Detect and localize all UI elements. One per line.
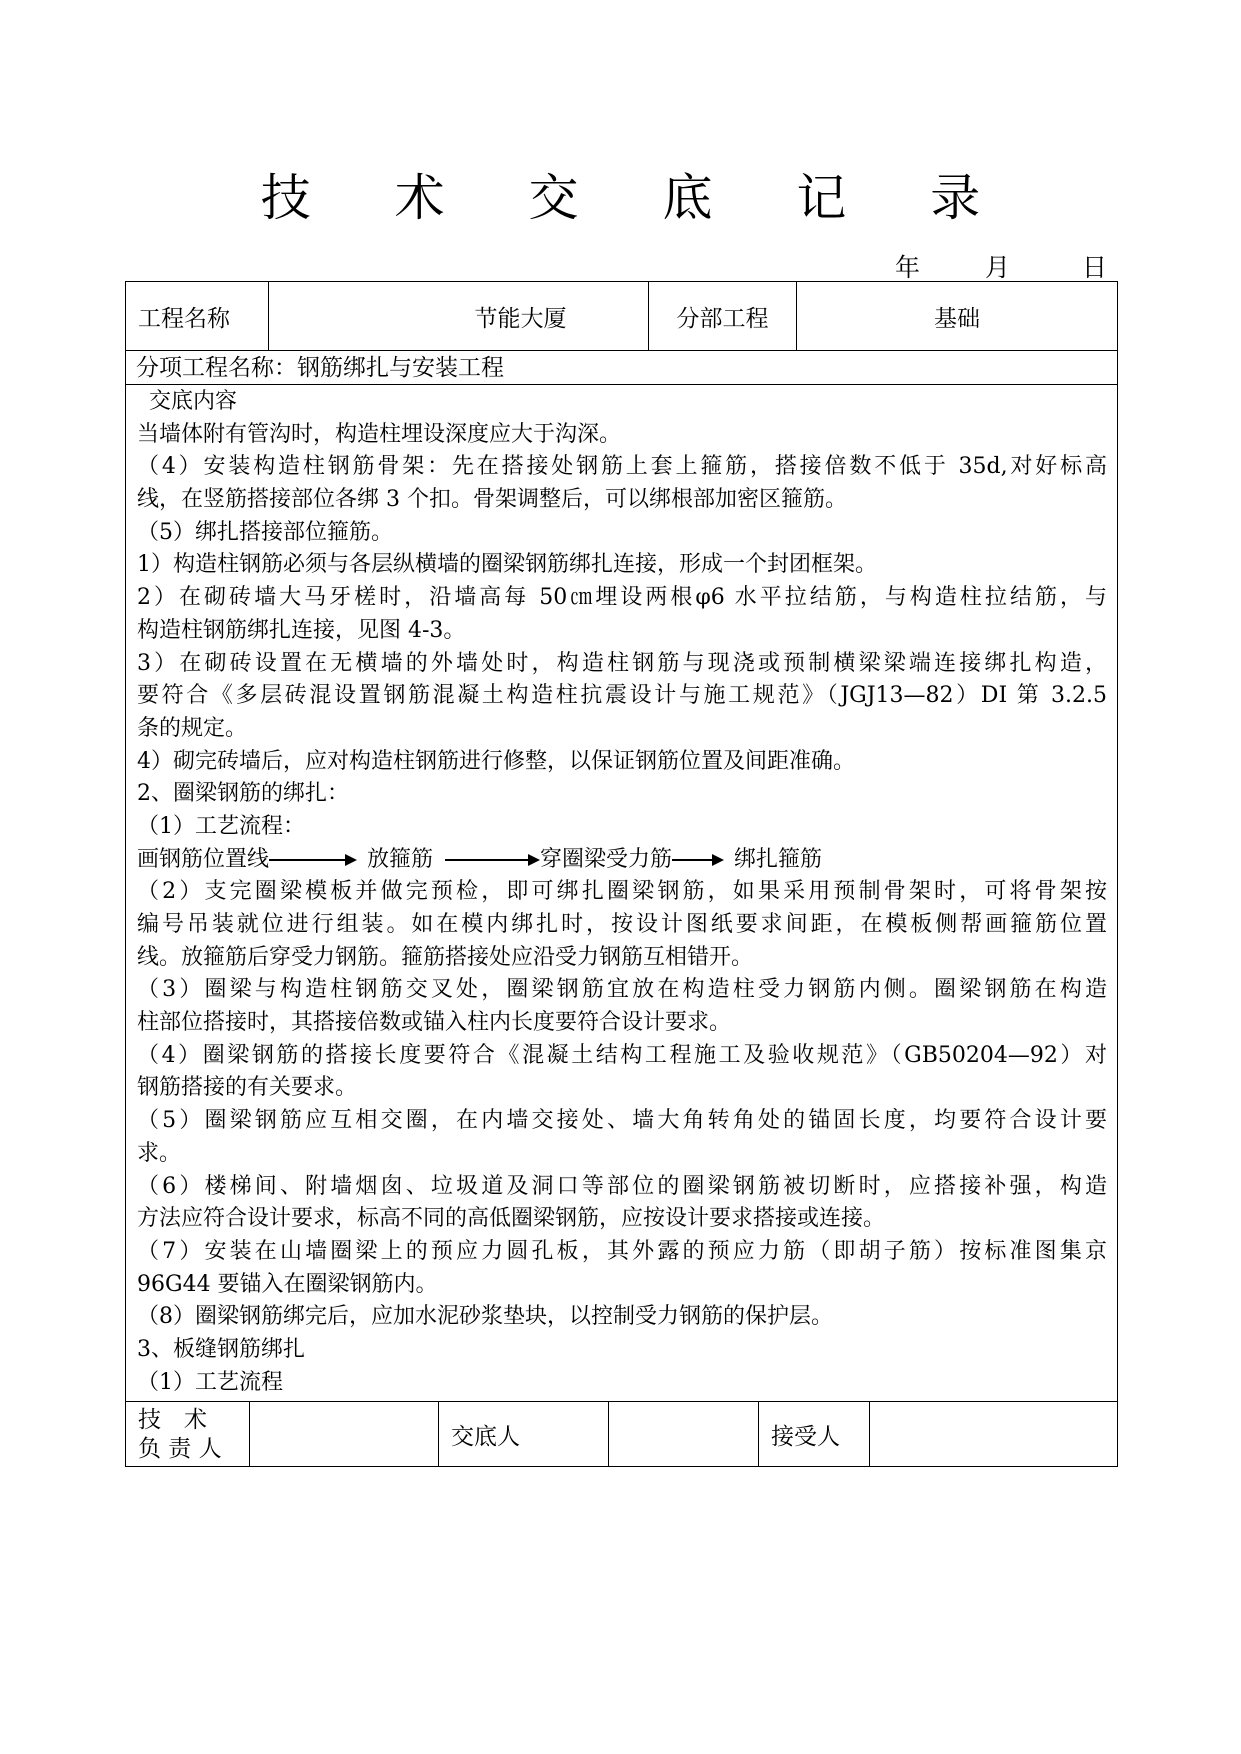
content-line: 96G44 要锚入在圈梁钢筋内。 — [137, 1271, 438, 1297]
content-line: 钢筋搭接的有关要求。 — [137, 1075, 358, 1101]
content-line: 线。放箍筋后穿受力钢筋。箍筋搭接处应沿受力钢筋互相错开。 — [137, 944, 754, 970]
handover-content — [137, 386, 1107, 1399]
content-line: （1）工艺流程： — [137, 813, 305, 839]
flow-step: 画钢筋位置线 — [137, 846, 270, 872]
content-line: 方法应符合设计要求，标高不同的高低圈梁钢筋，应按设计要求搭接或连接。 — [137, 1206, 886, 1232]
flow-step: 绑扎箍筋 — [734, 846, 823, 872]
division-label: 分部工程 — [676, 305, 769, 332]
divider — [249, 1402, 250, 1467]
project-name-label: 工程名称 — [138, 305, 230, 332]
division-value: 基础 — [934, 305, 980, 332]
content-line: 3）在砌砖设置在无横墙的外墙处时，构造柱钢筋与现浇或预制横梁梁端连接绑扎构造， — [137, 650, 1107, 676]
divider — [869, 1402, 870, 1467]
record-table — [125, 281, 1118, 1467]
handover-label: 交底人 — [451, 1424, 520, 1450]
arrow-right-icon — [445, 853, 540, 867]
flow-step: 放箍筋 — [367, 846, 434, 872]
content-line: 线，在竖筋搭接部位各绑 3 个扣。骨架调整后，可以绑根部加密区箍筋。 — [137, 487, 847, 513]
content-line: 要符合《多层砖混设置钢筋混凝土构造柱抗震设计与施工规范》（JGJ13—82）DI 第 3.2.5 — [137, 683, 1107, 709]
page-title: 技 术 交 底 记 录 — [260, 169, 1015, 227]
content-line: 4）砌完砖墙后，应对构造柱钢筋进行修整，以保证钢筋位置及间距准确。 — [137, 748, 855, 774]
content-heading: 交底内容 — [149, 389, 238, 414]
divider — [608, 1402, 609, 1467]
date-month: 月 — [985, 253, 1011, 282]
content-line: 构造柱钢筋绑扎连接，见图 4-3。 — [137, 617, 466, 643]
content-line: （4）安装构造柱钢筋骨架：先在搭接处钢筋上套上箍筋，搭接倍数不低于 35d,对好标高 — [137, 454, 1107, 480]
content-line: （5）圈梁钢筋应互相交圈，在内墙交接处、墙大角转角处的锚固长度，均要符合设计要 — [137, 1108, 1107, 1134]
content-line: （3）圈梁与构造柱钢筋交叉处，圈梁钢筋宜放在构造柱受力钢筋内侧。圈梁钢筋在构造 — [137, 977, 1107, 1003]
divider — [438, 1402, 439, 1467]
project-info-row — [126, 282, 1117, 351]
date-day: 日 — [1082, 253, 1108, 282]
content-line: （8）圈梁钢筋绑完后，应加水泥砂浆垫块，以控制受力钢筋的保护层。 — [137, 1304, 833, 1330]
content-line: 柱部位搭接时，其搭接倍数或锚入柱内长度要符合设计要求。 — [137, 1010, 732, 1036]
content-line: 2）在砌砖墙大马牙槎时，沿墙高每 50㎝埋设两根φ6 水平拉结筋，与构造柱拉结筋，与 — [137, 585, 1107, 611]
divider — [758, 1402, 759, 1467]
content-line: 编号吊装就位进行组装。如在模内绑扎时，按设计图纸要求间距，在模板侧帮画箍筋位置 — [137, 912, 1107, 937]
arrow-right-icon — [269, 853, 357, 867]
subitem-name: 分项工程名称：钢筋绑扎与安装工程 — [126, 351, 1117, 385]
date-year: 年 — [895, 253, 921, 282]
content-line: （5）绑扎搭接部位箍筋。 — [137, 519, 393, 545]
date-line — [895, 248, 1110, 282]
content-line: （2）支完圈梁模板并做完预检，即可绑扎圈梁钢筋，如果采用预制骨架时，可将骨架按 — [137, 879, 1107, 905]
content-line: 求。 — [137, 1140, 182, 1166]
content-line: 条的规定。 — [137, 715, 248, 741]
content-line: 1）构造柱钢筋必须与各层纵横墙的圈梁钢筋绑扎连接，形成一个封团框架。 — [137, 552, 877, 578]
tech-lead-label — [138, 1406, 222, 1464]
process-flow — [137, 844, 1107, 877]
project-name-value: 节能大厦 — [474, 305, 567, 332]
signature-row — [126, 1401, 1117, 1467]
tech-lead-label-line: 负 责 人 — [138, 1436, 222, 1462]
content-line: （1）工艺流程 — [137, 1369, 283, 1395]
content-line: （6）楼梯间、附墙烟囱、垃圾道及洞口等部位的圈梁钢筋被切断时，应搭接补强，构造 — [137, 1173, 1107, 1199]
arrow-right-icon — [672, 853, 724, 867]
content-line: 当墙体附有管沟时，构造柱埋设深度应大于沟深。 — [137, 421, 622, 447]
flow-step: 穿圈梁受力筋 — [540, 846, 673, 872]
receiver-label: 接受人 — [771, 1424, 840, 1450]
content-line: （7）安装在山墙圈梁上的预应力圆孔板，其外露的预应力筋（即胡子筋）按标准图集京 — [137, 1238, 1107, 1264]
content-line: 2、圈梁钢筋的绑扎： — [137, 781, 349, 807]
tech-lead-label-line: 技 术 — [138, 1407, 207, 1433]
content-line: 3、板缝钢筋绑扎 — [137, 1336, 305, 1362]
content-line: （4）圈梁钢筋的搭接长度要符合《混凝土结构工程施工及验收规范》（GB50204—92）对 — [137, 1042, 1107, 1068]
